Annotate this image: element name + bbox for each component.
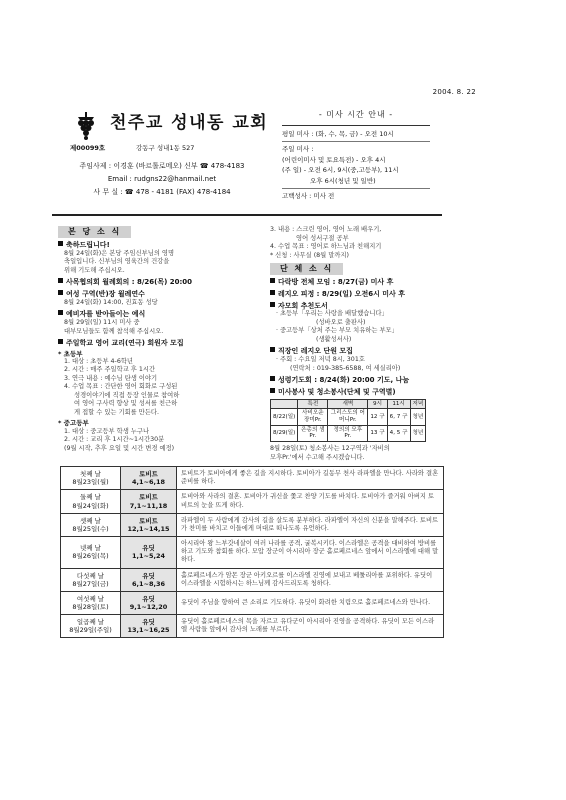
square-bullet-icon <box>58 290 63 295</box>
elementary-line: 성경이야기에 직접 등장 인물로 참여하 <box>74 391 180 399</box>
reading-book: 유딧 <box>142 544 155 553</box>
schedule-cell: 12 구 <box>368 409 387 425</box>
reading-summary: 토비트가 토비아에게 좋은 길을 지시하다. 토비아가 길동무 천사 라파엘을 만나다. 사라와 결혼 준비를 하다. <box>177 467 444 490</box>
square-bullet-icon <box>270 347 275 352</box>
elementary-title: * 초등부 <box>58 349 83 358</box>
reading-day-cell <box>61 537 121 569</box>
square-bullet-icon <box>270 388 275 393</box>
group-news-header: 단 체 소 식 <box>270 263 343 275</box>
middle-title: * 중고등부 <box>58 419 89 428</box>
middle-line: 1. 대상 : 중고등부 학생 누구나 <box>64 427 150 435</box>
service-schedule-table <box>270 399 426 443</box>
reading-chapter: 4,1~6,18 <box>132 478 165 487</box>
reading-book: 유딧 <box>142 571 155 580</box>
parish-news-header: 본 당 소 식 <box>58 226 131 238</box>
schedule-header-cell: 특전 <box>298 399 328 409</box>
schedule-cell: 그리스도의 어머니Pr. <box>328 409 368 425</box>
reading-book: 유딧 <box>142 594 155 603</box>
table-row <box>271 409 426 425</box>
group-item-title: 다락방 전체 모임 : 8/27(금) 미사 후 <box>278 278 394 286</box>
schedule-header-cell: 저녁 <box>410 399 426 409</box>
group-line: (연락처 : 019-385-6588, 여 세실리아) <box>290 364 401 372</box>
group-item-title: 자모회 추천도서 <box>278 301 328 310</box>
square-bullet-icon <box>270 302 275 307</box>
square-bullet-icon <box>58 339 63 344</box>
reading-ref-cell <box>121 490 177 513</box>
issue-number: 제00099호 <box>70 144 106 152</box>
reading-ref-cell <box>121 513 177 536</box>
header-divider <box>52 214 442 216</box>
table-row <box>61 490 444 513</box>
middle-line: (9월 시작, 추후 요일 및 시간 변경 예정) <box>64 444 175 452</box>
news-line: 축일입니다. 신부님의 영육간의 건강을 <box>64 258 170 266</box>
group-line: (생활성서사) <box>316 335 352 343</box>
group-item <box>270 347 448 373</box>
mass-times-box <box>282 102 430 203</box>
square-bullet-icon <box>270 278 275 283</box>
news-item-title: 예비자를 받아들이는 예식 <box>66 310 146 319</box>
elementary-line: 1. 대상 : 초등부 4-6학년 <box>64 357 133 365</box>
group-item <box>270 278 448 287</box>
reading-day: 첫째 날 <box>80 470 101 479</box>
issue-date: 2004. 8. 22 <box>432 88 476 96</box>
news-item <box>58 278 254 287</box>
schedule-cell: 정의의 모후Pr. <box>328 425 368 441</box>
reading-chapter: 1,1~5,24 <box>132 552 165 561</box>
square-bullet-icon <box>270 290 275 295</box>
schedule-header-cell <box>271 399 298 409</box>
reading-chapter: 9,1~12,20 <box>129 603 168 612</box>
news-line: 8월 24일(화) 14:00, 진효동 성당 <box>64 298 158 306</box>
reading-summary: 홀로페르네스가 암몬 장군 아키오르를 이스라엘 진영에 보내고 베툴리아를 포위하다. 유딧이 이스라엘을 시험하시는 하느님께 감사드리도록 청하다. <box>177 568 444 591</box>
square-bullet-icon <box>58 241 63 246</box>
reading-date: 8월23일(월) <box>72 478 109 487</box>
schedule-cell: 은총의 샘Pr. <box>298 425 328 441</box>
confession-time: 고백성사 : 미사 전 <box>282 192 335 201</box>
schedule-cell: 13 구 <box>368 425 387 441</box>
sunday-mass-line: (주 일) - 오전 6시, 9시(중,고등부), 11시 <box>282 166 399 175</box>
reading-day: 일곱째 날 <box>76 618 105 627</box>
table-row <box>61 537 444 569</box>
reading-chapter: 7,1~11,18 <box>129 501 168 510</box>
schedule-header-cell: 새벽 <box>328 399 368 409</box>
reading-ref-cell <box>121 615 177 638</box>
group-item-title: 직장인 레지오 단원 모집 <box>278 347 353 356</box>
news-item-title: 축하드립니다! <box>66 241 110 249</box>
grape-cluster-logo-icon <box>74 112 98 140</box>
elementary-line: 4. 수업 목표 : 간단한 영어 회화로 구성된 <box>64 383 178 391</box>
table-row <box>61 513 444 536</box>
group-item-title: 레지오 피정 : 8/29(일) 오전6시 미사 후 <box>278 289 406 298</box>
news-item-title: 주일학교 영어 교리(연극) 회원자 모집 <box>66 339 184 347</box>
news-item <box>58 310 254 336</box>
news-item-title: 여성 구역(반)장 월례연수 <box>66 290 145 298</box>
reading-summary: 토비아와 사라의 결혼. 토비아가 귀신을 쫓고 찬양 기도를 바치다. 토비아가 즐거워 아버지 토비트의 눈을 뜨게 하다. <box>177 490 444 513</box>
reading-date: 8월26일(목) <box>72 552 109 561</box>
elementary-line: 2. 시간 : 매주 주일학교 후 1시간 <box>64 366 156 374</box>
table-row <box>61 467 444 490</box>
reading-book: 토비트 <box>139 516 158 525</box>
table-row <box>271 425 426 441</box>
elementary-line: 3. 연극 내용 : 예수님 탄생 이야기 <box>64 374 158 382</box>
reading-day-cell <box>61 467 121 490</box>
reading-date: 8월28일(토) <box>72 603 109 612</box>
email-line: Email : rudgns22@hanmail.net <box>107 174 217 183</box>
church-name: 천주교 성내동 교회 <box>110 113 269 133</box>
reading-chapter: 13,1~16,25 <box>127 626 170 635</box>
sunday-mass-label: 주일 미사 : <box>282 145 314 154</box>
group-line: (성바오로 출판사) <box>316 318 366 326</box>
reading-date: 8월25일(수) <box>72 524 109 533</box>
elementary-line: 여 영어 구사력 향상 및 성서를 친근하 <box>74 400 178 408</box>
reading-date: 8월24일(화) <box>72 501 109 510</box>
schedule-cell: 4, 5 구 <box>387 425 410 441</box>
schedule-cell: 8/29(일) <box>271 425 298 441</box>
continued-line: 영어 성서구절 공부 <box>296 234 349 242</box>
group-item <box>270 376 448 385</box>
group-item-title: 성령기도회 : 8/24(화) 20:00 기도, 나눔 <box>278 376 410 384</box>
sunday-mass-line: 오후 6시(청년 및 일반) <box>310 177 376 185</box>
reading-date: 8월29일(주일) <box>69 626 112 635</box>
elementary-line: 게 접할 수 있는 기회를 만든다. <box>74 408 160 416</box>
news-item-title: 사목협의회 월례회의 : 8/26(목) 20:00 <box>66 278 193 287</box>
reading-day-cell <box>61 513 121 536</box>
table-row <box>61 591 444 614</box>
news-line: 위해 기도해 주십시오. <box>64 266 125 274</box>
schedule-cell: 사비오운 장미Pr. <box>298 409 328 425</box>
news-line: 대부모님들도 함께 참석해 주십시오. <box>64 327 164 335</box>
group-line: · 주회 : 수요일 저녁 8시, 301호 <box>276 356 365 363</box>
cleaning-note: 모후Pr.'에서 수고해 주시겠습니다. <box>270 453 365 461</box>
church-address: 강동구 성내1동 527 <box>136 144 195 152</box>
schedule-cell: 청년 <box>410 409 426 425</box>
schedule-cell: 8/22(일) <box>271 409 298 425</box>
reading-day: 둘째 날 <box>80 493 101 502</box>
group-item <box>270 302 448 345</box>
reading-book: 유딧 <box>142 618 155 627</box>
schedule-cell: 6, 7 구 <box>387 409 410 425</box>
reading-ref-cell <box>121 591 177 614</box>
news-item <box>58 290 254 307</box>
reading-day: 셋째 날 <box>80 516 101 525</box>
square-bullet-icon <box>58 310 63 315</box>
news-line: 8월 29일(일) 11시 미사 중 <box>64 319 140 326</box>
reading-ref-cell <box>121 537 177 569</box>
reading-summary: 라파엘이 두 사람에게 감사의 길을 살도록 분부하다. 라파엘이 자신의 신분을 말해주다. 토비트가 찬미를 바치고 이들에게 머대로 떠나도록 유언하다. <box>177 513 444 536</box>
reading-day: 다섯째 날 <box>76 571 105 580</box>
group-item <box>270 290 448 299</box>
middle-line: 2. 시간 : 교리 후 1시간~1시간30분 <box>64 436 165 443</box>
news-line: 8월 24일(화)은 본당 주임신부님의 영명 <box>64 249 175 257</box>
reading-summary: 유딧이 주님을 향하여 큰 소리로 기도하다. 유딧이 화려한 치림으로 홀로페르네스와 만나다. <box>177 591 444 614</box>
reading-chapter: 12,1~14,15 <box>127 524 170 533</box>
sunday-mass-line: (어린이미사 및 토요특전) - 오후 4시 <box>282 155 386 164</box>
table-row <box>61 615 444 638</box>
square-bullet-icon <box>270 376 275 381</box>
table-row <box>61 568 444 591</box>
continued-line: 3. 내용 : 스크린 영어, 영어 노래 배우기, <box>270 226 382 233</box>
reading-day-cell <box>61 615 121 638</box>
reading-date: 8월27일(금) <box>72 579 109 588</box>
mass-times-title: - 미사 시간 안내 - <box>282 110 430 126</box>
reading-book: 토비트 <box>139 493 158 502</box>
reading-book: 토비트 <box>139 470 158 479</box>
reading-day: 넷째 날 <box>80 544 101 553</box>
pastor-line: 주임사제 : 이경훈 (바르톨로메오) 신부 ☎ 478-4183 <box>79 162 245 170</box>
group-line: · 중고등부「상처 주는 부모 치유하는 부모」 <box>276 327 398 335</box>
group-item-title: 미사봉사 및 청소봉사(단체 및 구역별) <box>278 387 396 396</box>
reading-day-cell <box>61 591 121 614</box>
reading-day-cell <box>61 490 121 513</box>
cleaning-note: 8월 28일(토) 청소봉사는 12구역과 '자비의 <box>270 445 390 453</box>
news-item <box>58 241 254 275</box>
reading-ref-cell <box>121 568 177 591</box>
continued-line: 4. 수업 목표 : 영어로 하느님과 친해지기 <box>270 243 382 250</box>
square-bullet-icon <box>58 278 63 283</box>
continued-line: * 신청 : 사무실 (8월 말까지) <box>270 251 349 259</box>
group-news-column <box>270 226 448 462</box>
masthead <box>52 100 272 210</box>
reading-summary: 유딧이 홀로페르네스의 목을 자르고 유다군이 아시리아 진영을 공격하다. 유딧이 모든 이스라엘 사람들 앞에서 감사의 노래를 부르다. <box>177 615 444 638</box>
schedule-header-cell: 9시 <box>368 399 387 409</box>
news-item <box>58 339 254 348</box>
reading-summary: 아시리아 왕 느부갓네살이 여러 나라를 공격, 굴복시키다. 이스라엘은 공격을 대비하여 방비를 하고 기도와 참회를 하다. 모압 장군이 아시리아 장군 홀로페르네스 앞에서 이스라엘에 대해 말하다. <box>177 537 444 569</box>
reading-chapter: 6,1~8,36 <box>132 579 165 588</box>
reading-ref-cell <box>121 467 177 490</box>
schedule-cell: 청년 <box>410 425 426 441</box>
group-line: · 초등부「우리는 사랑을 배달했습니다」 <box>276 310 388 318</box>
reading-day-cell <box>61 568 121 591</box>
group-item <box>270 388 448 397</box>
bible-reading-table <box>60 466 444 638</box>
office-line: 사 무 실 : ☎ 478 - 4181 (FAX) 478-4184 <box>93 187 231 196</box>
weekday-mass: 평일 미사 : (화, 수, 목, 금) - 오전 10시 <box>282 130 394 138</box>
schedule-header-cell: 11시 <box>387 399 410 409</box>
reading-day: 여섯째 날 <box>76 594 105 603</box>
parish-news-column <box>58 226 254 453</box>
